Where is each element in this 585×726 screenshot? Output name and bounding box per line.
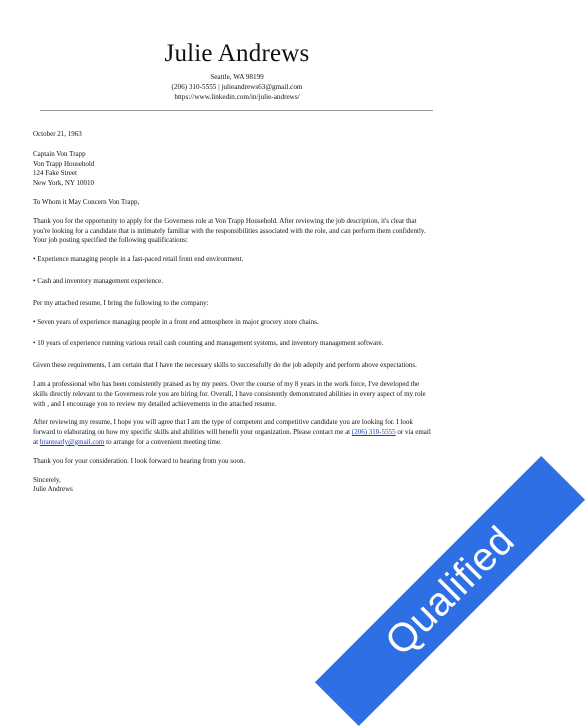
applicant-phone-email: (206) 310-5555 | julieandrews63@gmail.com <box>171 83 303 91</box>
bring-item: • Seven years of experience managing people in a front end atmosphere in major grocery store chains. <box>33 317 319 326</box>
letter-header <box>0 40 474 102</box>
resume-intro: Per my attached resume, I bring the following to the company: <box>33 298 209 307</box>
recipient-address <box>33 150 433 189</box>
contact-phone-link[interactable]: (206) 310-5555 <box>351 428 396 437</box>
recipient-street: 124 Fake Street <box>33 169 77 178</box>
signature-name: Julie Andrews <box>33 485 73 494</box>
thanks-paragraph: Thank you for your consideration. I look forward to hearing from you soon. <box>33 456 246 465</box>
applicant-location: Seattle, WA 98199 <box>210 73 264 81</box>
recipient-city: New York, NY 10010 <box>33 179 94 188</box>
bring-item: • 10 years of experience running various retail cash counting and management systems, and inventory management software. <box>33 339 384 348</box>
closing-text-2: or via email at <box>33 428 431 446</box>
recipient-name: Captain Von Trapp <box>33 149 86 158</box>
recipient-company: Von Trapp Household <box>33 159 95 168</box>
intro-paragraph: Thank you for the opportunity to apply for the Governess role at Von Trapp Household. After reviewing the job description, it's clear that you're looking for a candidate that is intimately familiar with the responsibilities associated with the role, and can perform them confidently. Your job posting specified the following qualifications: <box>33 216 426 245</box>
header-divider <box>40 110 433 111</box>
salutation: To Whom it May Concern Von Trapp, <box>33 197 140 206</box>
qualification-item: • Cash and inventory management experience. <box>33 276 163 285</box>
qualified-ribbon: Qualified <box>315 456 585 726</box>
professional-paragraph: I am a professional who has been consistently praised as by my peers. Over the course of my 8 years in the work force, I've developed the skills directly relevant to the Governess role you are hiring for. Overall, I have consistently demonstrated abilities in every aspect of my role with , and I encourage you to review my detailed achievements in the attached resume. <box>33 379 426 408</box>
qualification-item: • Experience managing people in a fast-paced retail front end environment. <box>33 255 244 264</box>
contact-email-link[interactable]: brantearly@gmail.com <box>39 437 105 446</box>
closing-text-3: to arrange for a convenient meeting time. <box>106 437 222 446</box>
signoff: Sincerely, <box>33 475 61 484</box>
applicant-name: Julie Andrews <box>164 40 310 67</box>
closing-text-1: After reviewing my resume, I hope you will agree that I am the type of competent and competitive candidate you are looking for. I look forward to elaborating on how my specific skills and abilities will benefit your organization. Please contact me at <box>33 418 413 437</box>
letter-body <box>33 130 433 495</box>
applicant-linkedin: https://www.linkedin.com/in/julie-andrews/ <box>174 93 300 101</box>
requirements-paragraph: Given these requirements, I am certain that I have the necessary skills to successfully do the job adeptly and perform above expectations. <box>33 361 417 370</box>
letter-date: October 21, 1963 <box>33 130 82 138</box>
closing-paragraph <box>33 418 433 447</box>
